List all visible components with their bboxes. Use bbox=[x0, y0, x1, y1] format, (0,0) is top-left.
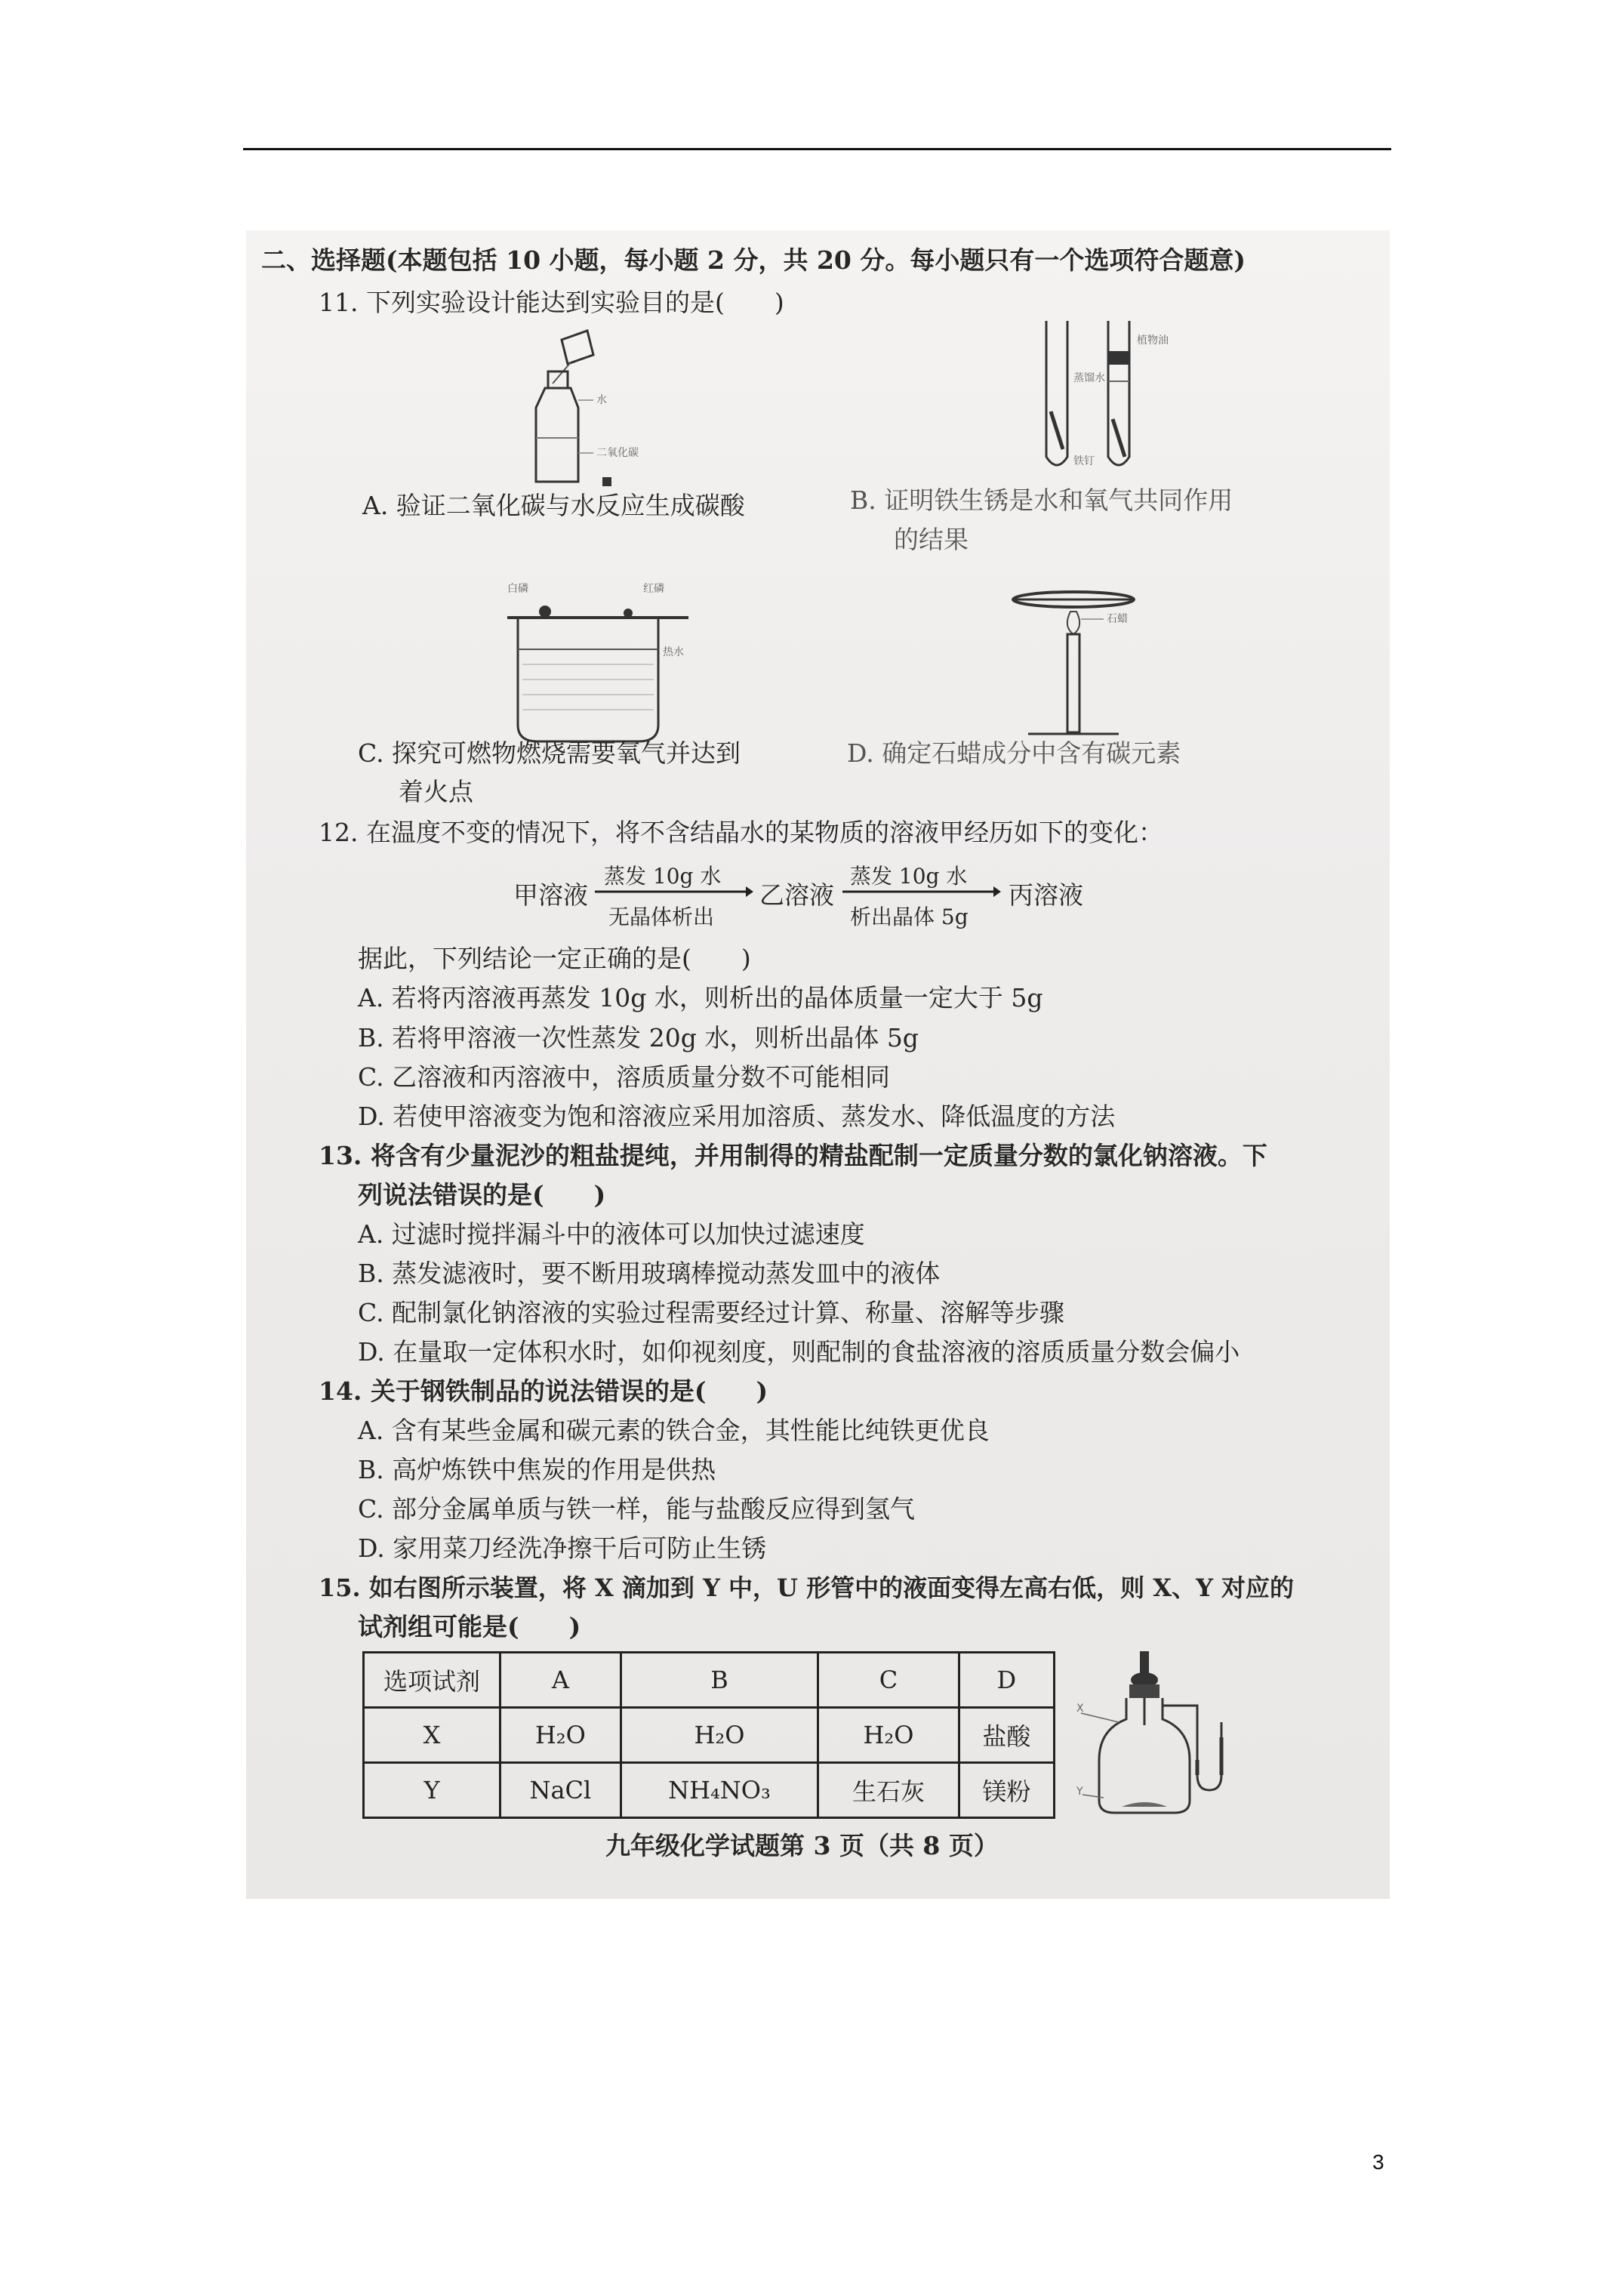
table-cell: 镁粉 bbox=[959, 1763, 1054, 1818]
figure-15-label-y: Y bbox=[1076, 1786, 1083, 1798]
header-rule bbox=[243, 148, 1391, 150]
table-header-cell: B bbox=[621, 1653, 818, 1708]
flow-arrow-2 bbox=[842, 884, 1001, 899]
q12-option-b: B. 若将甲溶液一次性蒸发 20g 水，则析出晶体 5g bbox=[358, 1023, 919, 1052]
page-number: 3 bbox=[1372, 2150, 1384, 2174]
q11-option-c-line2: 着火点 bbox=[399, 777, 473, 806]
q11-option-b-line2: 的结果 bbox=[894, 525, 969, 554]
flow-arrow-1 bbox=[595, 884, 753, 899]
q11-option-c-line1: C. 探究可燃物燃烧需要氧气并达到 bbox=[358, 738, 741, 768]
q13-option-b: B. 蒸发滤液时，要不断用玻璃棒搅动蒸发皿中的液体 bbox=[358, 1259, 941, 1288]
flow-arrow2-top-label: 蒸发 10g 水 bbox=[850, 864, 968, 889]
question-14-stem: 14. 关于钢铁制品的说法错误的是( ) bbox=[319, 1376, 768, 1406]
figure-11a-label-water: 水 bbox=[596, 394, 607, 406]
q14-option-b: B. 高炉炼铁中焦炭的作用是供热 bbox=[358, 1455, 716, 1484]
flow-arrow2-bottom-label: 析出晶体 5g bbox=[850, 905, 969, 929]
q13-option-d: D. 在量取一定体积水时，如仰视刻度，则配制的食盐溶液的溶质质量分数会偏小 bbox=[358, 1337, 1240, 1367]
table-cell: X bbox=[364, 1708, 500, 1763]
flow-arrow1-top-label: 蒸发 10g 水 bbox=[604, 864, 722, 889]
question-15-stem-line2: 试剂组可能是( ) bbox=[358, 1612, 581, 1641]
q14-option-a: A. 含有某些金属和碳元素的铁合金，其性能比纯铁更优良 bbox=[358, 1416, 990, 1445]
table-row bbox=[364, 1708, 1055, 1763]
flow-arrow1-bottom-label: 无晶体析出 bbox=[608, 905, 715, 929]
question-11-stem: 11. 下列实验设计能达到实验目的是( ) bbox=[319, 288, 784, 317]
table-cell: H₂O bbox=[621, 1708, 818, 1763]
table-header-cell: C bbox=[818, 1653, 959, 1708]
figure-11a-label-co2: 二氧化碳 bbox=[596, 447, 639, 459]
question-13-stem-line1: 13. 将含有少量泥沙的粗盐提纯，并用制得的精盐配制一定质量分数的氯化钠溶液。下 bbox=[319, 1141, 1267, 1170]
question-13-stem-line2: 列说法错误的是( ) bbox=[358, 1180, 606, 1210]
q12-lead: 据此，下列结论一定正确的是( ) bbox=[358, 944, 751, 973]
figure-11c-beaker bbox=[492, 574, 711, 755]
flow-start-solution: 甲溶液 bbox=[513, 880, 588, 910]
table-header-cell: D bbox=[959, 1653, 1054, 1708]
exam-footer: 九年级化学试题第 3 页（共 8 页） bbox=[605, 1831, 999, 1860]
q11-option-a: A. 验证二氧化碳与水反应生成碳酸 bbox=[362, 491, 745, 520]
question-12-stem: 12. 在温度不变的情况下，将不含结晶水的某物质的溶液甲经历如下的变化： bbox=[319, 818, 1163, 847]
question-15-stem-line1: 15. 如右图所示装置，将 X 滴加到 Y 中，U 形管中的液面变得左高右低，则 X、Y 对应的 bbox=[319, 1573, 1295, 1602]
figure-11b-label-oil: 植物油 bbox=[1137, 334, 1169, 347]
figure-11b-test-tubes bbox=[1024, 313, 1205, 479]
figure-15-label-x: X bbox=[1076, 1703, 1084, 1715]
figure-11b-label-water: 蒸馏水 bbox=[1073, 372, 1105, 384]
figure-11d-candle bbox=[998, 574, 1172, 755]
q12-option-a: A. 若将丙溶液再蒸发 10g 水，则析出的晶体质量一定大于 5g bbox=[358, 983, 1043, 1012]
table-row bbox=[364, 1763, 1055, 1818]
table-header-cell: A bbox=[500, 1653, 621, 1708]
figure-11c-label-red-p: 红磷 bbox=[643, 583, 664, 595]
q12-option-d: D. 若使甲溶液变为饱和溶液应采用加溶质、蒸发水、降低温度的方法 bbox=[358, 1102, 1116, 1131]
table-cell: NH₄NO₃ bbox=[621, 1763, 818, 1818]
table-header-row bbox=[364, 1653, 1055, 1708]
q13-option-a: A. 过滤时搅拌漏斗中的液体可以加快过滤速度 bbox=[358, 1219, 865, 1249]
q13-option-c: C. 配制氯化钠溶液的实验过程需要经过计算、称量、溶解等步骤 bbox=[358, 1298, 1065, 1327]
flow-mid-solution: 乙溶液 bbox=[759, 880, 834, 910]
q14-option-d: D. 家用菜刀经洗净擦干后可防止生锈 bbox=[358, 1533, 767, 1563]
table-cell: 盐酸 bbox=[959, 1708, 1054, 1763]
figure-11c-label-hot-water: 热水 bbox=[663, 646, 684, 658]
flow-end-solution: 丙溶液 bbox=[1009, 880, 1083, 910]
q11-option-b-line1: B. 证明铁生锈是水和氧气共同作用 bbox=[850, 485, 1233, 515]
figure-11b-label-nail: 铁钉 bbox=[1073, 455, 1095, 467]
figure-11a-co2-bottle bbox=[518, 325, 661, 498]
table-cell: 生石灰 bbox=[818, 1763, 959, 1818]
table-cell: H₂O bbox=[818, 1708, 959, 1763]
table-cell: H₂O bbox=[500, 1708, 621, 1763]
figure-11d-label-wax: 石蜡 bbox=[1107, 613, 1128, 625]
section-header: 二、选择题(本题包括 10 小题，每小题 2 分，共 20 分。每小题只有一个选项符合题意) bbox=[261, 245, 1246, 275]
q14-option-c: C. 部分金属单质与铁一样，能与盐酸反应得到氢气 bbox=[358, 1494, 916, 1524]
scanned-exam-page bbox=[246, 230, 1390, 1899]
q15-reagent-table bbox=[362, 1651, 1055, 1819]
q11-option-d: D. 确定石蜡成分中含有碳元素 bbox=[847, 738, 1181, 768]
table-cell: Y bbox=[364, 1763, 500, 1818]
figure-11c-label-white-p: 白磷 bbox=[507, 583, 528, 595]
q12-option-c: C. 乙溶液和丙溶液中，溶质质量分数不可能相同 bbox=[358, 1062, 891, 1092]
table-cell: NaCl bbox=[500, 1763, 621, 1818]
table-header-cell: 选项试剂 bbox=[364, 1653, 500, 1708]
figure-15-u-tube-apparatus bbox=[1076, 1647, 1273, 1828]
